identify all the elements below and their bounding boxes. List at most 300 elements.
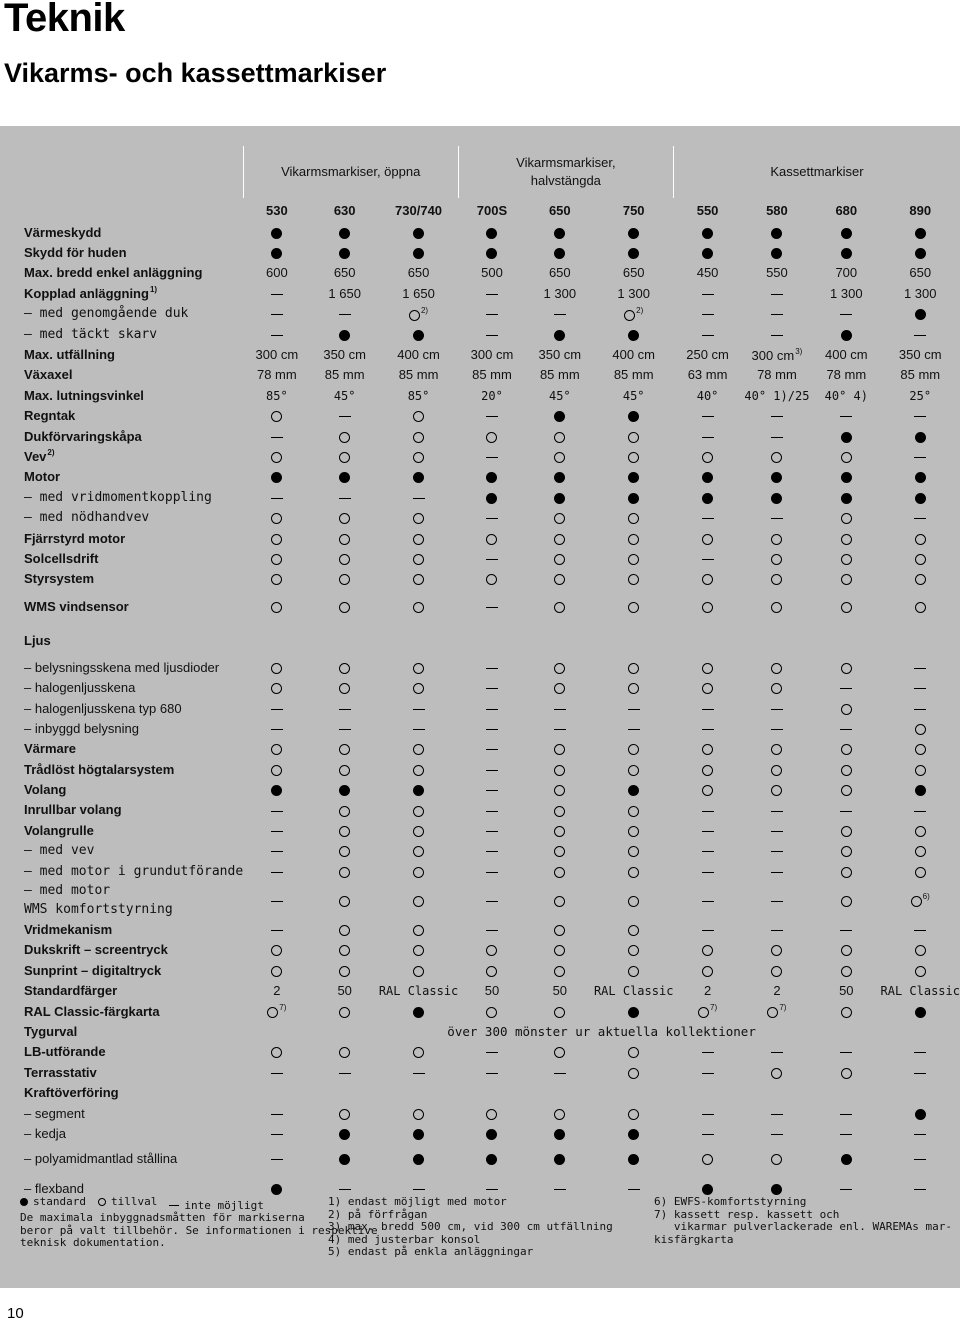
table-cell <box>311 623 379 657</box>
row-label <box>24 820 243 840</box>
option-circle-icon <box>915 966 926 977</box>
table-cell <box>379 1144 458 1174</box>
table-cell <box>458 677 525 697</box>
not-available-dash-icon <box>271 335 283 336</box>
table-cell <box>812 861 880 881</box>
not-available-dash-icon <box>914 1073 926 1074</box>
not-available-dash-icon <box>771 831 783 832</box>
option-circle-icon <box>413 925 424 936</box>
table-row <box>24 1123 960 1143</box>
option-circle-icon <box>628 867 639 878</box>
table-cell <box>311 548 379 568</box>
footnote-line: 7) kassett resp. kassett och <box>654 1207 840 1221</box>
legend-symbol-item <box>98 1196 157 1209</box>
not-available-dash-icon <box>840 688 852 689</box>
standard-dot-icon <box>628 1129 639 1140</box>
table-cell <box>379 487 458 507</box>
table-cell <box>880 304 960 324</box>
row-label <box>24 283 243 303</box>
option-circle-icon <box>698 1007 709 1018</box>
table-row <box>24 406 960 426</box>
table-cell <box>526 919 594 939</box>
table-cell <box>458 1144 525 1174</box>
standard-dot-icon <box>554 1154 565 1165</box>
not-available-dash-icon <box>702 811 714 812</box>
option-circle-icon <box>98 1198 106 1206</box>
row-label <box>24 426 243 446</box>
table-cell <box>594 800 673 820</box>
option-circle-icon <box>339 867 350 878</box>
not-available-dash-icon <box>271 1114 283 1115</box>
table-cell <box>812 1123 880 1143</box>
table-cell <box>594 1123 673 1143</box>
table-cell <box>673 263 741 283</box>
option-circle-icon <box>841 826 852 837</box>
standard-dot-icon <box>339 330 350 341</box>
table-cell <box>880 820 960 840</box>
table-cell <box>526 1103 594 1123</box>
not-available-dash-icon <box>840 1134 852 1135</box>
table-cell <box>742 467 812 487</box>
table-cell <box>673 528 741 548</box>
table-cell <box>526 406 594 426</box>
table-cell <box>379 657 458 677</box>
table-cell <box>742 324 812 344</box>
table-cell <box>311 467 379 487</box>
table-cell <box>880 1144 960 1174</box>
table-cell <box>311 569 379 589</box>
row-label <box>24 1062 243 1082</box>
table-cell <box>594 406 673 426</box>
table-cell <box>880 589 960 623</box>
table-cell <box>880 528 960 548</box>
option-circle-icon <box>271 744 282 755</box>
table-cell <box>458 698 525 718</box>
table-cell <box>311 487 379 507</box>
option-circle-icon <box>628 452 639 463</box>
table-cell <box>379 960 458 980</box>
table-cell <box>526 385 594 405</box>
page-subtitle: Vikarms- och kassettmarkiser <box>4 58 387 88</box>
standard-dot-icon <box>271 228 282 239</box>
not-available-dash-icon <box>169 1205 179 1206</box>
table-cell <box>379 881 458 919</box>
table-row <box>24 589 960 623</box>
table-cell <box>311 1042 379 1062</box>
table-cell <box>311 324 379 344</box>
footnote-ref: 7) <box>779 1003 787 1013</box>
option-circle-icon <box>702 602 713 613</box>
not-available-dash-icon <box>702 709 714 710</box>
row-label <box>24 548 243 568</box>
table-cell <box>812 446 880 466</box>
table-cell <box>742 222 812 242</box>
row-label <box>24 1103 243 1123</box>
table-row <box>24 677 960 697</box>
not-available-dash-icon <box>271 831 283 832</box>
cell-value: 63 mm <box>687 367 728 383</box>
standard-dot-icon <box>339 785 350 796</box>
table-cell <box>458 881 525 919</box>
standard-dot-icon <box>271 1184 282 1195</box>
option-circle-icon <box>771 452 782 463</box>
option-circle-icon <box>339 602 350 613</box>
option-circle-icon <box>339 452 350 463</box>
not-available-dash-icon <box>486 709 498 710</box>
footnote-line: kisfärgkarta <box>654 1232 734 1246</box>
table-cell <box>594 569 673 589</box>
row-label <box>24 1021 243 1041</box>
row-label <box>24 222 243 242</box>
table-row <box>24 569 960 589</box>
table-cell <box>742 1082 812 1102</box>
table-cell <box>243 365 310 385</box>
table-cell <box>458 242 525 262</box>
cell-value: 1 300 <box>903 285 937 301</box>
option-circle-icon <box>628 744 639 755</box>
model-header: 630 <box>333 202 356 218</box>
table-cell <box>673 1082 741 1102</box>
standard-dot-icon <box>339 228 350 239</box>
table-cell <box>880 1123 960 1143</box>
table-cell <box>673 406 741 426</box>
footnote-ref: 6) <box>922 892 930 902</box>
table-cell <box>742 385 812 405</box>
table-cell <box>458 426 525 446</box>
table-cell <box>311 677 379 697</box>
table-cell <box>880 1042 960 1062</box>
standard-dot-icon <box>554 1129 565 1140</box>
table-cell <box>673 304 741 324</box>
standard-dot-icon <box>915 432 926 443</box>
option-circle-icon <box>413 896 424 907</box>
row-label <box>24 1123 243 1143</box>
table-cell <box>379 861 458 881</box>
not-available-dash-icon <box>554 709 566 710</box>
row-label-text: LB-utförande <box>24 1044 106 1060</box>
option-circle-icon <box>339 744 350 755</box>
not-available-dash-icon <box>702 559 714 560</box>
not-available-dash-icon <box>702 1134 714 1135</box>
option-circle-icon <box>339 663 350 674</box>
table-cell <box>458 861 525 881</box>
not-available-dash-icon <box>840 314 852 315</box>
table-cell <box>243 718 310 738</box>
option-circle-icon <box>267 1007 278 1018</box>
standard-dot-icon <box>915 248 926 259</box>
option-circle-icon <box>702 574 713 585</box>
table-cell <box>880 365 960 385</box>
table-row <box>24 739 960 759</box>
table-cell <box>458 344 525 364</box>
table-row <box>24 841 960 861</box>
table-row <box>24 548 960 568</box>
option-circle-icon <box>841 704 852 715</box>
table-cell <box>812 800 880 820</box>
option-circle-icon <box>628 683 639 694</box>
table-cell <box>379 283 458 303</box>
not-available-dash-icon <box>914 709 926 710</box>
option-circle-icon <box>554 1007 565 1018</box>
cell-value: 78 mm <box>826 367 867 383</box>
row-label-text: Skydd för huden <box>24 245 127 261</box>
table-row <box>24 344 960 364</box>
table-cell <box>880 1103 960 1123</box>
option-circle-icon <box>915 945 926 956</box>
standard-dot-icon <box>702 248 713 259</box>
row-label-text: – inbyggd belysning <box>24 720 139 736</box>
row-label-text: – med nödhandvev <box>24 510 150 526</box>
table-cell <box>812 1042 880 1062</box>
table-cell <box>812 677 880 697</box>
row-label-text: Terrasstativ <box>24 1064 97 1080</box>
option-circle-icon <box>554 534 565 545</box>
option-circle-icon <box>628 602 639 613</box>
table-cell <box>594 385 673 405</box>
row-label <box>24 841 243 861</box>
option-circle-icon <box>413 683 424 694</box>
table-cell <box>673 677 741 697</box>
table-row <box>24 528 960 548</box>
table-cell <box>812 779 880 799</box>
cell-value: 85 mm <box>900 367 941 383</box>
table-cell <box>880 759 960 779</box>
table-cell <box>458 759 525 779</box>
not-available-dash-icon <box>702 314 714 315</box>
table-cell <box>742 820 812 840</box>
not-available-dash-icon <box>771 709 783 710</box>
table-cell <box>880 406 960 426</box>
footnote-ref: 7) <box>710 1003 718 1013</box>
cell-value: 400 cm <box>612 347 656 363</box>
cell-value: 40° <box>696 388 719 403</box>
row-label-text: – belysningsskena med ljusdioder <box>24 659 220 675</box>
option-circle-icon <box>841 513 852 524</box>
table-row <box>24 222 960 242</box>
table-cell <box>458 569 525 589</box>
row-label-text: Sunprint – digitaltryck <box>24 962 162 978</box>
table-cell <box>594 242 673 262</box>
table-cell <box>880 739 960 759</box>
not-available-dash-icon <box>271 709 283 710</box>
table-cell <box>594 759 673 779</box>
table-cell <box>594 548 673 568</box>
table-cell <box>526 487 594 507</box>
option-circle-icon <box>841 534 852 545</box>
table-cell <box>742 528 812 548</box>
table-cell <box>458 548 525 568</box>
table-cell <box>742 960 812 980</box>
option-circle-icon <box>554 574 565 585</box>
row-label <box>24 940 243 960</box>
cell-value: 350 cm <box>323 347 366 363</box>
not-available-dash-icon <box>771 335 783 336</box>
option-circle-icon <box>339 826 350 837</box>
table-cell <box>742 548 812 568</box>
standard-dot-icon <box>413 228 424 239</box>
standard-dot-icon <box>841 472 852 483</box>
table-cell <box>311 861 379 881</box>
table-cell <box>311 981 379 1001</box>
standard-dot-icon <box>702 228 713 239</box>
row-label-text: Ljus <box>24 632 51 648</box>
table-cell <box>311 426 379 446</box>
option-circle-icon <box>339 574 350 585</box>
not-available-dash-icon <box>271 1159 283 1160</box>
row-label-text: – flexband <box>24 1181 84 1197</box>
not-available-dash-icon <box>271 314 283 315</box>
table-cell <box>742 1123 812 1143</box>
not-available-dash-icon <box>271 872 283 873</box>
not-available-dash-icon <box>702 851 714 852</box>
not-available-dash-icon <box>628 709 640 710</box>
row-label-text: Växaxel <box>24 367 73 383</box>
table-cell <box>594 841 673 861</box>
table-cell <box>673 385 741 405</box>
table-cell <box>880 940 960 960</box>
standard-dot-icon <box>702 472 713 483</box>
cell-value: 650 <box>407 265 430 281</box>
option-circle-icon <box>486 966 497 977</box>
option-circle-icon <box>771 1068 782 1079</box>
not-available-dash-icon <box>413 709 425 710</box>
option-circle-icon <box>915 826 926 837</box>
table-cell <box>243 919 310 939</box>
table-cell <box>673 548 741 568</box>
cell-value: RAL Classic <box>378 984 459 999</box>
table-cell <box>880 222 960 242</box>
standard-dot-icon <box>771 1184 782 1195</box>
row-label-text: – polyamidmantlad stållina <box>24 1151 178 1167</box>
table-cell <box>311 385 379 405</box>
option-circle-icon <box>554 554 565 565</box>
not-available-dash-icon <box>702 294 714 295</box>
table-cell <box>812 569 880 589</box>
row-label-text: – segment <box>24 1105 85 1121</box>
standard-dot-icon <box>271 472 282 483</box>
option-circle-icon <box>486 534 497 545</box>
table-cell <box>311 1001 379 1021</box>
table-cell <box>594 623 673 657</box>
table-cell <box>379 779 458 799</box>
standard-dot-icon <box>486 493 497 504</box>
table-cell <box>243 304 310 324</box>
table-cell <box>594 960 673 980</box>
row-label-text: Volangrulle <box>24 822 94 838</box>
option-circle-icon <box>413 513 424 524</box>
standard-dot-icon <box>841 228 852 239</box>
table-cell <box>742 779 812 799</box>
table-cell <box>243 981 310 1001</box>
table-cell <box>594 718 673 738</box>
table-cell <box>880 1001 960 1021</box>
row-label-text: Tygurval <box>24 1023 78 1039</box>
table-cell <box>458 222 525 242</box>
option-circle-icon <box>554 925 565 936</box>
table-cell <box>526 779 594 799</box>
cell-value: 1 300 <box>617 285 650 301</box>
standard-dot-icon <box>915 785 926 796</box>
table-cell <box>742 446 812 466</box>
not-available-dash-icon <box>628 729 640 730</box>
table-cell <box>812 1062 880 1082</box>
option-circle-icon <box>554 513 565 524</box>
cell-value: 50 <box>552 983 568 999</box>
table-cell <box>458 981 525 1001</box>
cell-value: 85° <box>266 388 288 403</box>
cell-value: 78 mm <box>256 367 297 383</box>
table-cell <box>673 1042 741 1062</box>
option-circle-icon <box>554 1047 565 1058</box>
not-available-dash-icon <box>486 518 498 519</box>
table-cell <box>742 718 812 738</box>
table-cell <box>594 698 673 718</box>
option-circle-icon <box>554 867 565 878</box>
table-cell <box>673 1103 741 1123</box>
row-label-text: – med genomgående duk <box>24 306 189 322</box>
table-cell <box>526 467 594 487</box>
standard-dot-icon <box>413 785 424 796</box>
row-label <box>24 1042 243 1062</box>
not-available-dash-icon <box>840 1052 852 1053</box>
table-cell <box>311 718 379 738</box>
table-row <box>24 1144 960 1174</box>
table-cell <box>594 263 673 283</box>
table-row <box>24 304 960 324</box>
table-cell <box>526 1082 594 1102</box>
table-cell <box>243 487 310 507</box>
table-row <box>24 940 960 960</box>
option-circle-icon <box>413 411 424 422</box>
table-row <box>24 623 960 657</box>
table-cell <box>379 222 458 242</box>
table-cell <box>243 677 310 697</box>
row-label-text: Vridmekanism <box>24 922 113 938</box>
table-cell <box>742 657 812 677</box>
table-cell <box>458 263 525 283</box>
group-header-label: Vikarmsmarkiser, halvstängda <box>516 155 616 188</box>
table-cell <box>594 222 673 242</box>
legend-note: De maximala inbyggnadsmåtten för markiserna <box>20 1211 305 1225</box>
table-cell <box>243 548 310 568</box>
row-label-text: Dukskrift – screentryck <box>24 942 168 958</box>
not-available-dash-icon <box>628 1189 640 1190</box>
table-cell <box>742 677 812 697</box>
table-cell <box>880 426 960 446</box>
cell-value: 650 <box>622 265 645 281</box>
table-cell <box>594 324 673 344</box>
not-available-dash-icon <box>702 1052 714 1053</box>
option-circle-icon <box>413 1109 424 1120</box>
standard-dot-icon <box>413 1129 424 1140</box>
table-cell <box>812 344 880 364</box>
table-cell <box>594 881 673 919</box>
row-label-text: Max. bredd enkel anläggning <box>24 265 203 281</box>
option-circle-icon <box>486 432 497 443</box>
table-cell <box>880 919 960 939</box>
table-row <box>24 263 960 283</box>
table-cell <box>243 426 310 446</box>
standard-dot-icon <box>628 228 639 239</box>
row-label <box>24 919 243 939</box>
standard-dot-icon <box>628 411 639 422</box>
not-available-dash-icon <box>486 811 498 812</box>
table-cell <box>594 487 673 507</box>
group-header: Vikarmsmarkiser, öppna <box>243 146 458 198</box>
table-cell <box>742 569 812 589</box>
row-label-text: Standardfärger <box>24 983 118 999</box>
table-cell <box>673 657 741 677</box>
